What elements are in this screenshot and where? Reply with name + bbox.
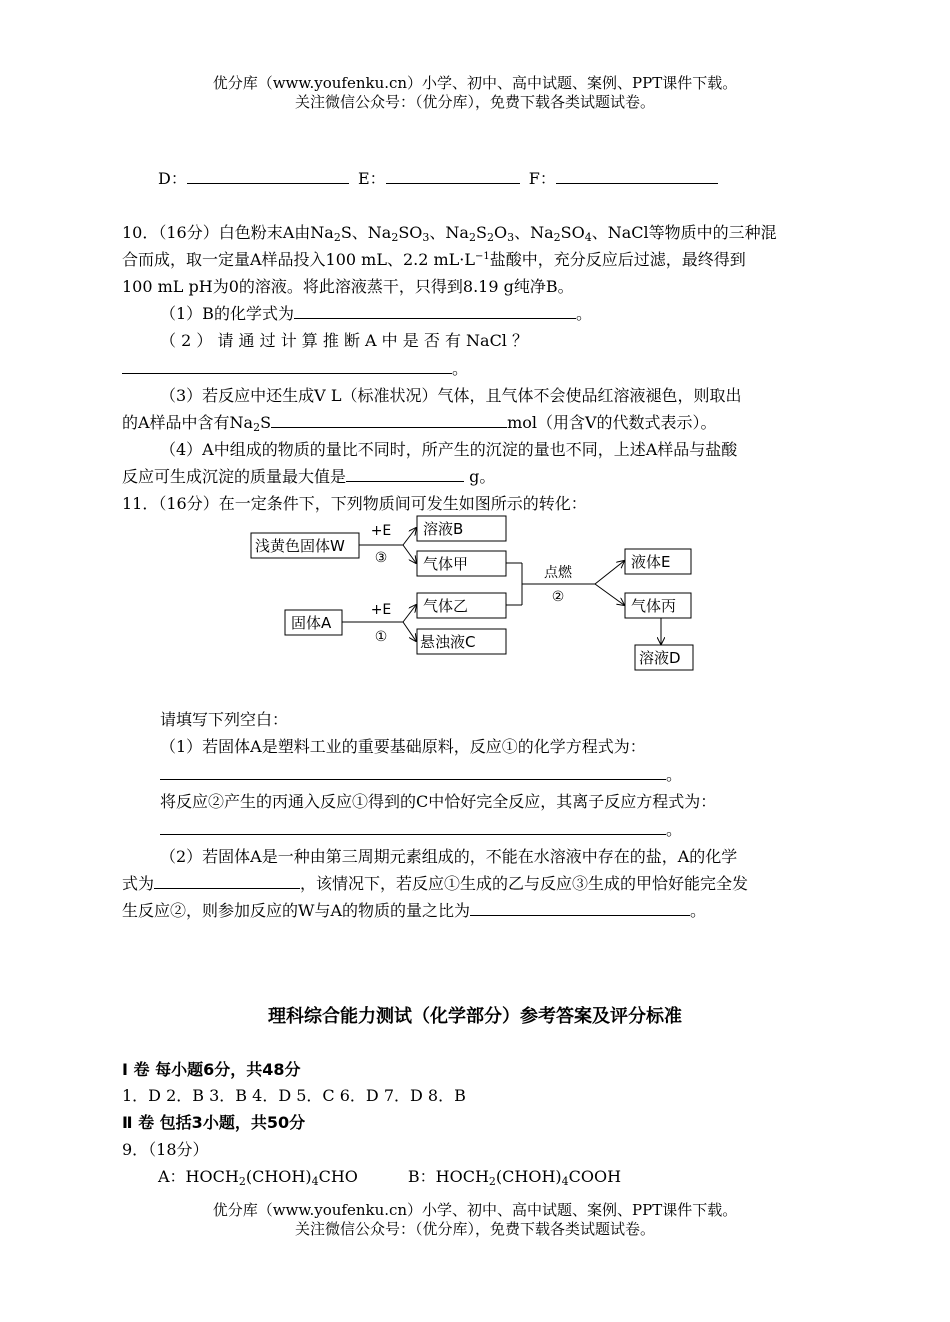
q10-part-4a: （4）A中组成的物质的量比不同时，所产生的沉淀的量也不同，上述A样品与盐酸 bbox=[160, 440, 738, 459]
label-susp-c: 悬浊液C bbox=[420, 633, 476, 651]
label-sol-b: 溶液B bbox=[423, 520, 464, 538]
blank-d[interactable] bbox=[187, 168, 349, 184]
q10-part-3b: 的A样品中含有$Na_2S$ mol（用含V的代数式表示）。 bbox=[122, 413, 717, 434]
answers-section-1: Ⅰ 卷 每小题6分，共48分 bbox=[122, 1060, 301, 1079]
q11-part-1a: （1）若固体A是塑料工业的重要基础原料，反应①的化学方程式为： bbox=[160, 737, 646, 756]
label-ignite: 点燃 bbox=[544, 565, 572, 581]
answers-choices: 1．D 2．B 3．B 4．D 5．C 6．D 7．D 8．B bbox=[122, 1086, 466, 1105]
blank-q11-1b[interactable] bbox=[160, 819, 666, 835]
label-d: D： bbox=[158, 169, 187, 188]
q10-part-3a: （3）若反应中还生成V L（标准状况）气体，且气体不会使品红溶液褪色，则取出 bbox=[160, 386, 742, 405]
blank-q10-3[interactable] bbox=[271, 412, 507, 428]
label-gas-jia: 气体甲 bbox=[423, 555, 469, 573]
footer-line-2: 关注微信公众号：（优分库），免费下载各类试题试卷。 bbox=[294, 1220, 655, 1238]
q11-part-1b-blank: 。 bbox=[160, 817, 682, 840]
q10-line-1: 10．（16分）白色粉末A由$Na_2S$、$Na_2SO_3$、$Na_2S_2O_3$、$Na_2SO_4$、NaCl等物质中的三种混 bbox=[122, 223, 777, 244]
q11-part-2c: 生反应②，则参加反应的W与A的物质的量之比为 。 bbox=[122, 901, 707, 920]
blank-e[interactable] bbox=[386, 168, 520, 184]
q11-part-2b: 式为 ，该情况下，若反应①生成的乙与反应③生成的甲恰好能完全发 bbox=[122, 874, 749, 893]
label-r3: ③ bbox=[374, 550, 388, 566]
footer-line-1: 优分库（www.youfenku.cn）小学、初中、高中试题、案例、PPT课件下载。 bbox=[212, 1201, 738, 1219]
q10-line-3: 100 mL pH为0的溶液。将此溶液蒸干，只得到8.19 g纯净B。 bbox=[122, 277, 574, 296]
q10-part-2: （ 2 ） 请 通 过 计 算 推 断 A 中 是 否 有 NaCl ？ bbox=[160, 331, 529, 350]
label-plus-e-3: +E bbox=[370, 523, 392, 539]
label-plus-e-1: +E bbox=[370, 602, 392, 618]
blank-q10-4[interactable] bbox=[346, 466, 464, 482]
label-a: 固体A bbox=[291, 614, 332, 632]
q10-part-2-blank: 。 bbox=[122, 356, 468, 379]
header bbox=[0, 74, 950, 112]
header-line-1: 优分库（www.youfenku.cn）小学、初中、高中试题、案例、PPT课件下载。 bbox=[212, 74, 738, 92]
footer bbox=[0, 1201, 950, 1239]
label-r2: ② bbox=[551, 589, 565, 605]
blank-q11-1a[interactable] bbox=[160, 764, 666, 780]
label-gas-bing: 气体丙 bbox=[631, 597, 677, 615]
blank-f[interactable] bbox=[556, 168, 718, 184]
label-r1: ① bbox=[374, 629, 388, 645]
q11-part-1a-blank: 。 bbox=[160, 762, 682, 785]
q10-part-4b: 反应可生成沉淀的质量最大值是 g。 bbox=[122, 467, 496, 486]
q10-line-2: 合而成，取一定量A样品投入100 mL、2.2 $mL\cdot L^{-1}$盐酸中，充分反应后过滤，最终得到 bbox=[122, 250, 746, 269]
answers-q9-ab: A：$HOCH_2(CHOH)_4CHO$ B：$HOCH_2(CHOH)_4COOH$ bbox=[158, 1167, 622, 1188]
answers-q9: 9．（18分） bbox=[122, 1140, 209, 1159]
q11-part-2a: （2）若固体A是一种由第三周期元素组成的，不能在水溶液中存在的盐，A的化学 bbox=[160, 847, 738, 866]
blank-q10-1[interactable] bbox=[294, 303, 576, 319]
blank-q11-2b[interactable] bbox=[470, 900, 690, 916]
label-gas-yi: 气体乙 bbox=[423, 597, 469, 615]
header-line-2: 关注微信公众号：（优分库），免费下载各类试题试卷。 bbox=[294, 93, 655, 111]
q9-def-line bbox=[158, 166, 718, 189]
reaction-diagram bbox=[240, 510, 710, 675]
label-e: E： bbox=[357, 169, 386, 188]
answers-title: 理科综合能力测试（化学部分）参考答案及评分标准 bbox=[268, 1006, 682, 1027]
label-liq-e: 液体E bbox=[631, 553, 671, 571]
label-sol-d: 溶液D bbox=[639, 649, 681, 667]
q11-part-1b: 将反应②产生的丙通入反应①得到的C中恰好完全反应，其离子反应方程式为： bbox=[160, 792, 717, 811]
q11-intro: 11．（16分）在一定条件下，下列物质间可发生如图所示的转化： bbox=[122, 494, 587, 513]
q11-fill: 请填写下列空白： bbox=[160, 710, 289, 729]
q10-part-1: （1）B的化学式为 。 bbox=[160, 304, 592, 323]
label-f: F： bbox=[528, 169, 556, 188]
answers-section-2: Ⅱ 卷 包括3小题，共50分 bbox=[122, 1113, 306, 1132]
label-w: 浅黄色固体W bbox=[255, 537, 345, 555]
blank-q11-2a[interactable] bbox=[154, 873, 300, 889]
blank-q10-2[interactable] bbox=[122, 358, 452, 374]
